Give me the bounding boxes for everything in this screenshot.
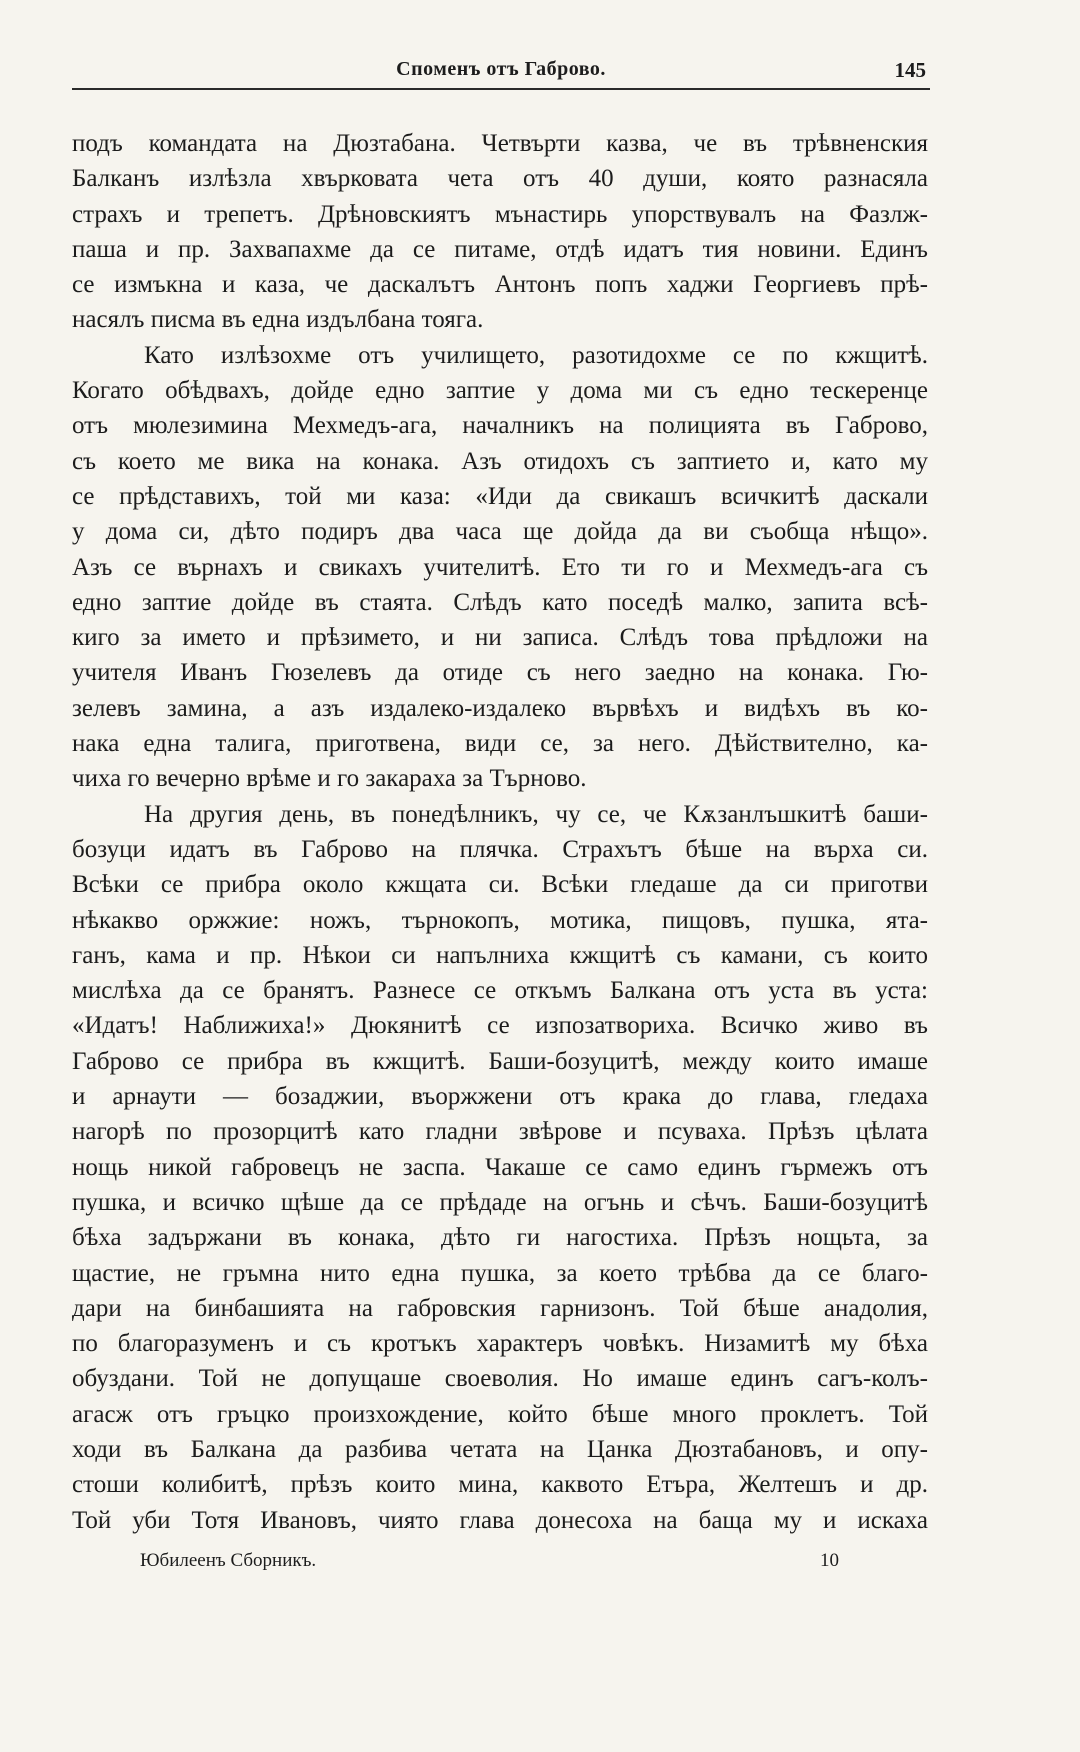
text-line: Балканъ излѣзла хвърковата чета отъ 40 души, която разнасяла bbox=[72, 165, 928, 193]
body-text bbox=[72, 126, 928, 1538]
text-line: нощь никой габровецъ не заспа. Чакаше се само единъ гърмежъ отъ bbox=[72, 1153, 928, 1181]
text-line: съ което ме вика на конака. Азъ отидохъ съ заптието и, като му bbox=[72, 447, 928, 475]
text-line: ходи въ Балкана да разбива четата на Цанка Дюзтабановъ, и опу- bbox=[72, 1435, 928, 1463]
text-line: насялъ писма въ една издълбана тояга. bbox=[72, 306, 484, 334]
text-line: по благоразуменъ и съ кротъкъ характеръ човѣкъ. Низамитѣ му бѣха bbox=[72, 1330, 928, 1358]
text-line: агасж отъ гръцко произхождение, който бѣше много проклетъ. Той bbox=[72, 1400, 928, 1428]
paragraph-start: На другия день, въ понедѣлникъ, чу се, че Кѫзанлъшкитѣ баши- bbox=[144, 800, 928, 828]
text-line: страхъ и трепетъ. Дрѣновскиятъ мънастирь упорствувалъ на Фазлж- bbox=[72, 200, 928, 228]
text-line: ганъ, кама и пр. Нѣкои си напълниха кжщитѣ съ камани, съ които bbox=[72, 941, 928, 969]
text-line: пушка, и всичко щѣше да се прѣдаде на огънь и сѣчъ. Баши-бозуцитѣ bbox=[72, 1188, 928, 1216]
signature-mark: 10 bbox=[820, 1550, 839, 1571]
text-line: Габрово се прибра въ кжщитѣ. Баши-бозуцитѣ, между които имаше bbox=[72, 1047, 928, 1075]
text-line: учителя Иванъ Гюзелевъ да отиде съ него заедно на конака. Гю- bbox=[72, 659, 928, 687]
text-line: стоши колибитѣ, прѣзъ които мина, каквото Етъра, Желтешъ и др. bbox=[72, 1471, 928, 1499]
text-line: мислѣха да се бранятъ. Разнесе се откъмъ Балкана отъ уста въ уста: bbox=[72, 977, 928, 1005]
book-title-footer: Юбилеенъ Сборникъ. bbox=[140, 1550, 317, 1571]
text-line: нагорѣ по прозорцитѣ като гладни звѣрове и псуваха. Прѣзъ цѣлата bbox=[72, 1118, 928, 1146]
text-line: бѣха задържани въ конака, дѣто ги нагостиха. Прѣзъ нощьта, за bbox=[72, 1224, 928, 1252]
text-line: зелевъ замина, а азъ издалеко-издалеко вървѣхъ и видѣхъ въ ко- bbox=[72, 694, 928, 722]
text-line: дари на бинбашията на габровския гарнизонъ. Той бѣше анадолия, bbox=[72, 1294, 928, 1322]
text-line: едно заптие дойде въ стаята. Слѣдъ като поседѣ малко, запита всѣ- bbox=[72, 588, 928, 616]
text-line: и арнаути — бозаджии, въоржжени отъ крака до глава, гледаха bbox=[72, 1083, 928, 1111]
text-line: се измъкна и каза, че даскалътъ Антонъ попъ хаджи Георгиевъ прѣ- bbox=[72, 271, 928, 299]
text-line: бозуци идатъ въ Габрово на плячка. Страхътъ бѣше на върха си. bbox=[72, 835, 928, 863]
text-line: Азъ се върнахъ и свикахъ учителитѣ. Ето ти го и Мехмедъ-ага съ bbox=[72, 553, 928, 581]
text-line: у дома си, дѣто подиръ два часа ще дойда да ви съобща нѣщо». bbox=[72, 518, 928, 546]
running-title: Споменъ отъ Габрово. bbox=[396, 58, 606, 80]
text-line: чиха го вечерно врѣме и го закараха за Търново. bbox=[72, 765, 587, 793]
page-number: 145 bbox=[894, 58, 926, 82]
text-line: нѣкакво оржжие: ножъ, търнокопъ, мотика, пищовъ, пушка, ята- bbox=[72, 906, 928, 934]
paragraph-start: Като излѣзохме отъ училището, разотидохме се по кжщитѣ. bbox=[144, 341, 928, 369]
text-line: Всѣки се прибра около кжщата си. Всѣки гледаше да си приготви bbox=[72, 871, 928, 899]
text-line: подъ командата на Дюзтабана. Четвърти казва, че въ трѣвненския bbox=[72, 130, 928, 157]
page-footer bbox=[72, 1550, 928, 1580]
text-line: киго за името и прѣзимето, и ни записа. Слѣдъ това прѣдложи на bbox=[72, 624, 928, 652]
text-line: нака една талига, приготвена, види се, за него. Дѣйствително, ка- bbox=[72, 730, 928, 758]
text-line: отъ мюлезимина Мехмедъ-ага, началникъ на полицията въ Габрово, bbox=[72, 412, 928, 440]
text-line: се прѣдставихъ, той ми каза: «Иди да свикашъ всичкитѣ даскали bbox=[72, 482, 928, 510]
text-line: щастие, не гръмна нито една пушка, за което трѣбва да се благо- bbox=[72, 1259, 928, 1287]
text-line: паша и пр. Захвапахме да се питаме, отдѣ идатъ тия новини. Единъ bbox=[72, 235, 928, 263]
text-line: Когато обѣдвахъ, дойде едно заптие у дома ми съ едно тескеренце bbox=[72, 377, 928, 405]
text-line: обуздани. Той не допущаше своеволия. Но имаше единъ сагъ-колъ- bbox=[72, 1365, 928, 1393]
page-header bbox=[72, 52, 930, 90]
text-line: «Идатъ! Наближиха!» Дюкянитѣ се изпозатвориха. Всичко живо въ bbox=[72, 1012, 928, 1040]
text-line: Той уби Тотя Ивановъ, чиято глава донесоха на баща му и искаха bbox=[72, 1506, 928, 1534]
